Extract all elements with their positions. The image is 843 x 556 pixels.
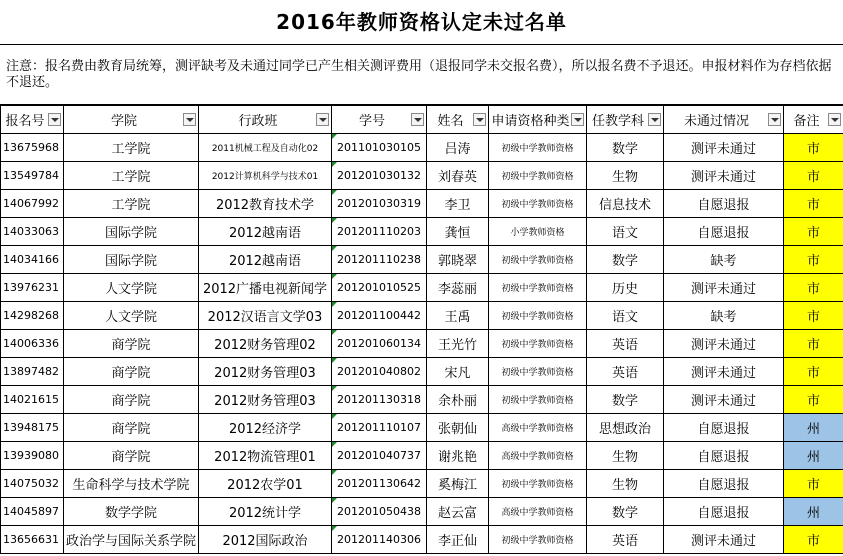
- filter-dropdown-icon[interactable]: [411, 113, 424, 126]
- cell-regno[interactable]: 13656631: [1, 526, 64, 554]
- cell-college[interactable]: 工学院: [64, 190, 199, 218]
- cell-class[interactable]: 2012汉语言文学03: [199, 302, 332, 330]
- cell-subject[interactable]: 信息技术: [587, 190, 664, 218]
- cell-name[interactable]: 龚恒: [427, 218, 489, 246]
- cell-stuno[interactable]: 201201060134: [332, 330, 427, 358]
- cell-regno[interactable]: 14033063: [1, 218, 64, 246]
- cell-type[interactable]: 初级中学教师资格: [489, 386, 587, 414]
- cell-subject[interactable]: 语文: [587, 218, 664, 246]
- cell-regno[interactable]: 13948175: [1, 414, 64, 442]
- col-label: 备注: [793, 114, 820, 129]
- filter-dropdown-icon[interactable]: [768, 113, 781, 126]
- cell-stuno[interactable]: 201201140306: [332, 526, 427, 554]
- cell-type[interactable]: 高级中学教师资格: [489, 414, 587, 442]
- cell-class[interactable]: 2012财务管理02: [199, 330, 332, 358]
- col-label: 学院: [110, 114, 137, 129]
- cell-class[interactable]: 2012农学01: [199, 470, 332, 498]
- col-label: 报名号: [5, 114, 45, 129]
- cell-college[interactable]: 生命科学与技术学院: [64, 470, 199, 498]
- col-header-regno: [1, 106, 64, 134]
- filter-dropdown-icon[interactable]: [571, 113, 584, 126]
- cell-name[interactable]: 赵云富: [427, 498, 489, 526]
- cell-subject[interactable]: 思想政治: [587, 414, 664, 442]
- table-row: [1, 218, 843, 246]
- cell-remark[interactable]: 州: [784, 442, 843, 470]
- cell-class[interactable]: 2012财务管理03: [199, 358, 332, 386]
- cell-regno[interactable]: 14021615: [1, 386, 64, 414]
- cell-status[interactable]: 自愿退报: [664, 414, 784, 442]
- cell-name[interactable]: 谢兆艳: [427, 442, 489, 470]
- cell-regno[interactable]: 13939080: [1, 442, 64, 470]
- cell-name[interactable]: 奚梅江: [427, 470, 489, 498]
- cell-stuno[interactable]: 201201130642: [332, 470, 427, 498]
- cell-name[interactable]: 李卫: [427, 190, 489, 218]
- cell-remark[interactable]: 市: [784, 134, 843, 162]
- cell-remark[interactable]: 市: [784, 162, 843, 190]
- cell-regno[interactable]: 14067992: [1, 190, 64, 218]
- cell-stuno[interactable]: 201101030105: [332, 134, 427, 162]
- cell-subject[interactable]: 数学: [587, 134, 664, 162]
- cell-regno[interactable]: 13976231: [1, 274, 64, 302]
- filter-dropdown-icon[interactable]: [828, 113, 841, 126]
- cell-stuno[interactable]: 201201110107: [332, 414, 427, 442]
- table-row: [1, 358, 843, 386]
- cell-status[interactable]: 测评未通过: [664, 274, 784, 302]
- cell-type[interactable]: 初级中学教师资格: [489, 302, 587, 330]
- cell-name[interactable]: 王禹: [427, 302, 489, 330]
- cell-regno[interactable]: 14045897: [1, 498, 64, 526]
- cell-name[interactable]: 刘春英: [427, 162, 489, 190]
- cell-type[interactable]: 初级中学教师资格: [489, 190, 587, 218]
- cell-type[interactable]: 初级中学教师资格: [489, 246, 587, 274]
- cell-college[interactable]: 工学院: [64, 134, 199, 162]
- table-row: [1, 246, 843, 274]
- sheet-title: 2016年教师资格认定未过名单: [0, 0, 843, 45]
- cell-stuno[interactable]: 201201030319: [332, 190, 427, 218]
- cell-type[interactable]: 初级中学教师资格: [489, 162, 587, 190]
- table-row: [1, 414, 843, 442]
- filter-dropdown-icon[interactable]: [473, 113, 486, 126]
- col-label: 姓名: [437, 114, 464, 129]
- cell-status[interactable]: 测评未通过: [664, 134, 784, 162]
- cell-remark[interactable]: 州: [784, 414, 843, 442]
- cell-college[interactable]: 商学院: [64, 330, 199, 358]
- cell-regno[interactable]: 13897482: [1, 358, 64, 386]
- cell-stuno[interactable]: 201201050438: [332, 498, 427, 526]
- table-row: [1, 274, 843, 302]
- cell-subject[interactable]: 生物: [587, 442, 664, 470]
- cell-stuno[interactable]: 201201110238: [332, 246, 427, 274]
- cell-class[interactable]: 2012统计学: [199, 498, 332, 526]
- cell-regno[interactable]: 14006336: [1, 330, 64, 358]
- cell-type[interactable]: 高级中学教师资格: [489, 498, 587, 526]
- cell-remark[interactable]: 市: [784, 526, 843, 554]
- cell-type[interactable]: 初级中学教师资格: [489, 134, 587, 162]
- cell-stuno[interactable]: 201201110203: [332, 218, 427, 246]
- cell-college[interactable]: 国际学院: [64, 246, 199, 274]
- table-row: [1, 386, 843, 414]
- cell-status[interactable]: 测评未通过: [664, 526, 784, 554]
- col-label: 行政班: [238, 114, 278, 129]
- cell-name[interactable]: 余朴丽: [427, 386, 489, 414]
- col-header-type: [489, 106, 587, 134]
- cell-status[interactable]: 自愿退报: [664, 190, 784, 218]
- cell-name[interactable]: 王光竹: [427, 330, 489, 358]
- cell-stuno[interactable]: 201201040802: [332, 358, 427, 386]
- col-label: 任教学科: [591, 114, 644, 129]
- col-header-college: [64, 106, 199, 134]
- cell-college[interactable]: 工学院: [64, 162, 199, 190]
- cell-college[interactable]: 数学学院: [64, 498, 199, 526]
- header-row: [1, 106, 843, 134]
- cell-regno[interactable]: 14034166: [1, 246, 64, 274]
- cell-class[interactable]: 2012经济学: [199, 414, 332, 442]
- cell-name[interactable]: 郭晓翠: [427, 246, 489, 274]
- cell-subject[interactable]: 英语: [587, 358, 664, 386]
- cell-name[interactable]: 宋凡: [427, 358, 489, 386]
- cell-college[interactable]: 国际学院: [64, 218, 199, 246]
- cell-status[interactable]: 自愿退报: [664, 218, 784, 246]
- cell-regno[interactable]: 14075032: [1, 470, 64, 498]
- cell-subject[interactable]: 数学: [587, 386, 664, 414]
- cell-stuno[interactable]: 201201030132: [332, 162, 427, 190]
- cell-class[interactable]: 2012广播电视新闻学: [199, 274, 332, 302]
- table-row: [1, 134, 843, 162]
- cell-class[interactable]: 2011机械工程及自动化02: [199, 134, 332, 162]
- col-header-name: [427, 106, 489, 134]
- cell-subject[interactable]: 生物: [587, 470, 664, 498]
- cell-status[interactable]: 测评未通过: [664, 386, 784, 414]
- cell-subject[interactable]: 语文: [587, 302, 664, 330]
- cell-college[interactable]: 人文学院: [64, 274, 199, 302]
- cell-status[interactable]: 测评未通过: [664, 330, 784, 358]
- notice-text: 注意：报名费由教育局统筹，测评缺考及未通过同学已产生相关测评费用（退报同学未交报名费），所以报名费不予退还。申报材料作为存档依据不退还。: [0, 45, 843, 105]
- cell-regno[interactable]: 14298268: [1, 302, 64, 330]
- cell-subject[interactable]: 生物: [587, 162, 664, 190]
- cell-class[interactable]: 2012教育技术学: [199, 190, 332, 218]
- cell-name[interactable]: 李正仙: [427, 526, 489, 554]
- table-row: [1, 330, 843, 358]
- col-header-subject: [587, 106, 664, 134]
- cell-status[interactable]: 缺考: [664, 302, 784, 330]
- cell-name[interactable]: 张朝仙: [427, 414, 489, 442]
- col-label: 未通过情况: [683, 114, 749, 129]
- cell-stuno[interactable]: 201201040737: [332, 442, 427, 470]
- cell-type[interactable]: 初级中学教师资格: [489, 358, 587, 386]
- cell-type[interactable]: 初级中学教师资格: [489, 470, 587, 498]
- results-table: [0, 105, 843, 554]
- cell-college[interactable]: 商学院: [64, 442, 199, 470]
- cell-regno[interactable]: 13549784: [1, 162, 64, 190]
- cell-remark[interactable]: 市: [784, 386, 843, 414]
- cell-status[interactable]: 自愿退报: [664, 442, 784, 470]
- cell-class[interactable]: 2012国际政治: [199, 526, 332, 554]
- col-label: 学号: [358, 114, 385, 129]
- cell-type[interactable]: 初级中学教师资格: [489, 526, 587, 554]
- cell-remark[interactable]: 市: [784, 246, 843, 274]
- table-row: [1, 526, 843, 554]
- cell-status[interactable]: 测评未通过: [664, 162, 784, 190]
- cell-status[interactable]: 缺考: [664, 246, 784, 274]
- filter-dropdown-icon[interactable]: [648, 113, 661, 126]
- table-row: [1, 190, 843, 218]
- table-row: [1, 162, 843, 190]
- cell-college[interactable]: 商学院: [64, 414, 199, 442]
- cell-subject[interactable]: 数学: [587, 498, 664, 526]
- cell-remark[interactable]: 市: [784, 470, 843, 498]
- cell-subject[interactable]: 数学: [587, 246, 664, 274]
- cell-remark[interactable]: 市: [784, 274, 843, 302]
- cell-status[interactable]: 自愿退报: [664, 498, 784, 526]
- cell-class[interactable]: 2012越南语: [199, 218, 332, 246]
- cell-name[interactable]: 李蕊丽: [427, 274, 489, 302]
- cell-stuno[interactable]: 201201010525: [332, 274, 427, 302]
- cell-status[interactable]: 测评未通过: [664, 358, 784, 386]
- cell-college[interactable]: 政治学与国际关系学院: [64, 526, 199, 554]
- cell-class[interactable]: 2012越南语: [199, 246, 332, 274]
- cell-regno[interactable]: 13675968: [1, 134, 64, 162]
- col-header-stuno: [332, 106, 427, 134]
- cell-class[interactable]: 2012财务管理03: [199, 386, 332, 414]
- cell-remark[interactable]: 市: [784, 302, 843, 330]
- table-row: [1, 498, 843, 526]
- cell-status[interactable]: 自愿退报: [664, 470, 784, 498]
- cell-college[interactable]: 商学院: [64, 386, 199, 414]
- cell-class[interactable]: 2012物流管理01: [199, 442, 332, 470]
- col-header-remark: [784, 106, 843, 134]
- cell-type[interactable]: 初级中学教师资格: [489, 330, 587, 358]
- cell-subject[interactable]: 历史: [587, 274, 664, 302]
- col-header-status: [664, 106, 784, 134]
- filter-dropdown-icon[interactable]: [316, 113, 329, 126]
- cell-stuno[interactable]: 201201100442: [332, 302, 427, 330]
- cell-type[interactable]: 小学教师资格: [489, 218, 587, 246]
- col-header-class: [199, 106, 332, 134]
- cell-remark[interactable]: 市: [784, 218, 843, 246]
- table-row: [1, 442, 843, 470]
- cell-remark[interactable]: 市: [784, 330, 843, 358]
- filter-dropdown-icon[interactable]: [183, 113, 196, 126]
- cell-name[interactable]: 吕涛: [427, 134, 489, 162]
- cell-college[interactable]: 商学院: [64, 358, 199, 386]
- col-label: 申请资格种类: [491, 114, 570, 129]
- cell-subject[interactable]: 英语: [587, 526, 664, 554]
- cell-remark[interactable]: 市: [784, 358, 843, 386]
- cell-stuno[interactable]: 201201130318: [332, 386, 427, 414]
- table-row: [1, 302, 843, 330]
- cell-college[interactable]: 人文学院: [64, 302, 199, 330]
- cell-class[interactable]: 2012计算机科学与技术01: [199, 162, 332, 190]
- filter-dropdown-icon[interactable]: [48, 113, 61, 126]
- cell-remark[interactable]: 市: [784, 190, 843, 218]
- table-row: [1, 470, 843, 498]
- cell-remark[interactable]: 州: [784, 498, 843, 526]
- cell-type[interactable]: 初级中学教师资格: [489, 274, 587, 302]
- cell-subject[interactable]: 英语: [587, 330, 664, 358]
- cell-type[interactable]: 高级中学教师资格: [489, 442, 587, 470]
